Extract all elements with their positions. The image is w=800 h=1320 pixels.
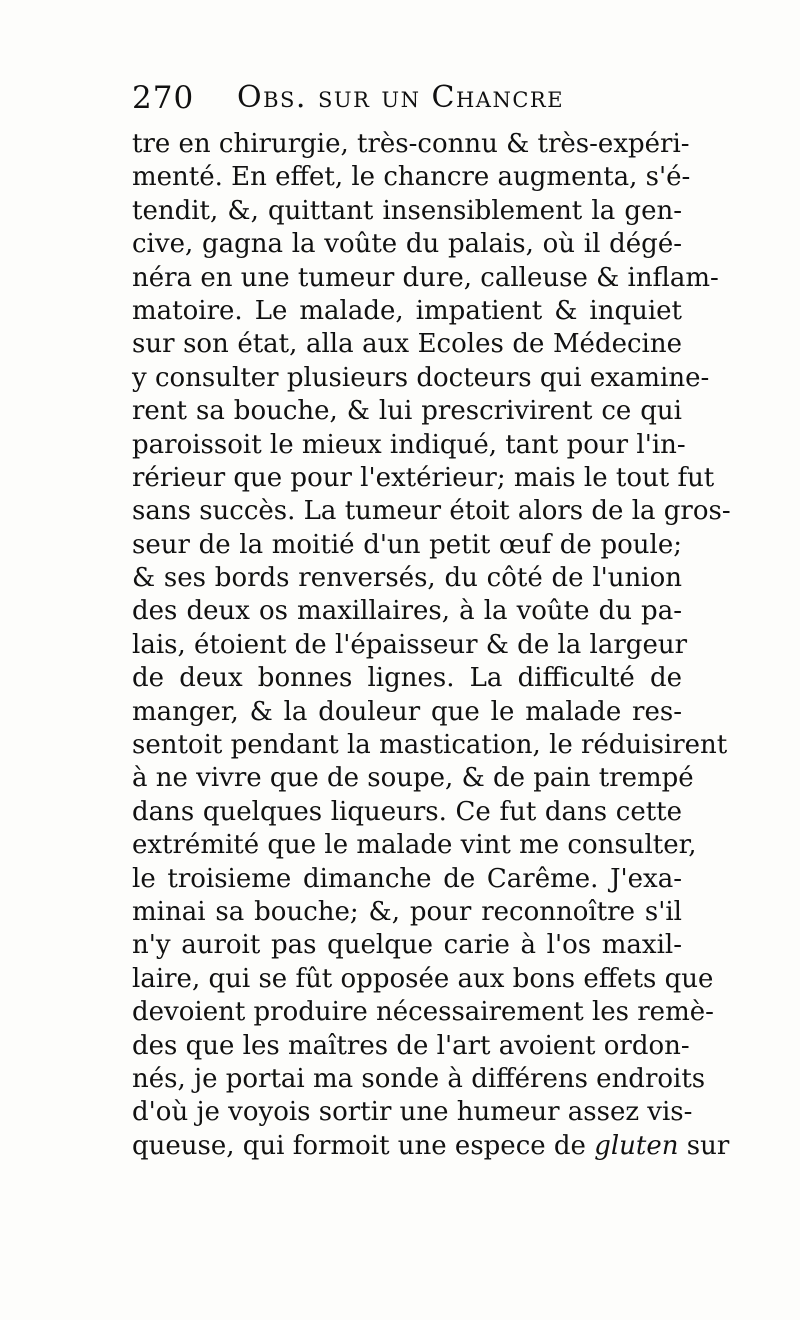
- body-text: [132, 128, 731, 1163]
- text-line: laire, qui se fût opposée aux bons effets que: [132, 963, 714, 994]
- text-line: minai sa bouche; &, pour reconnoître s'il: [132, 896, 682, 927]
- text-line: extrémité que le malade vint me consulter,: [132, 830, 697, 861]
- text-line: de deux bonnes lignes. La difficulté de: [132, 663, 682, 694]
- text-line: tre en chirurgie, très-connu & très-expéri-: [132, 129, 690, 159]
- text-line: dans quelques liqueurs. Ce fut dans cette: [132, 796, 682, 827]
- text-line: tendit, &, quittant insensiblement la gen-: [132, 195, 682, 226]
- text-line: nés, je portai ma sonde à différens endroits: [132, 1063, 706, 1094]
- text-line: devoient produire nécessairement les remè-: [132, 997, 714, 1028]
- text-line: sur son état, alla aux Ecoles de Médecine: [132, 329, 682, 360]
- text-line: rent sa bouche, & lui prescrivirent ce qui: [132, 396, 682, 427]
- text-line: à ne vivre que de soupe, & de pain trempé: [132, 763, 694, 794]
- text-line: cive, gagna la voûte du palais, où il dégé-: [132, 229, 682, 260]
- text-line: lais, étoient de l'épaisseur & de la largeur: [132, 629, 688, 660]
- text-segment: queuse, qui formoit une espece de: [132, 1130, 595, 1161]
- text-line: le troisieme dimanche de Carême. J'exa-: [132, 863, 682, 894]
- text-line: rérieur que pour l'extérieur; mais le tout fut: [132, 462, 715, 493]
- text-line: des que les maîtres de l'art avoient ordon-: [132, 1030, 690, 1061]
- text-segment: sur: [678, 1130, 730, 1161]
- text-line: sans succès. La tumeur étoit alors de la gros-: [132, 496, 731, 527]
- text-line: & ses bords renversés, du côté de l'union: [132, 563, 682, 594]
- running-head: [132, 78, 692, 128]
- text-line: matoire. Le malade, impatient & inquiet: [132, 295, 682, 326]
- italic-word: gluten: [594, 1130, 679, 1161]
- text-line: y consulter plusieurs docteurs qui examine-: [132, 362, 710, 393]
- text-line: des deux os maxillaires, à la voûte du pa-: [132, 596, 682, 627]
- text-line: d'où je voyois sortir une humeur assez vis-: [132, 1097, 693, 1128]
- text-line: n'y auroit pas quelque carie à l'os maxil-: [132, 930, 682, 961]
- page-number: 270: [132, 80, 195, 116]
- text-line: manger, & la douleur que le malade res-: [132, 696, 682, 727]
- text-line: menté. En effet, le chancre augmenta, s'é-: [132, 162, 691, 193]
- text-line-last: [132, 1130, 730, 1163]
- text-line: seur de la moitié d'un petit œuf de poule;: [132, 529, 682, 560]
- running-title: Obs. sur un Chancre: [237, 80, 565, 115]
- text-line: paroissoit le mieux indiqué, tant pour l'in-: [132, 429, 686, 460]
- text-line: néra en une tumeur dure, calleuse & inflam-: [132, 262, 719, 293]
- text-line: sentoit pendant la mastication, le réduisirent: [132, 730, 728, 761]
